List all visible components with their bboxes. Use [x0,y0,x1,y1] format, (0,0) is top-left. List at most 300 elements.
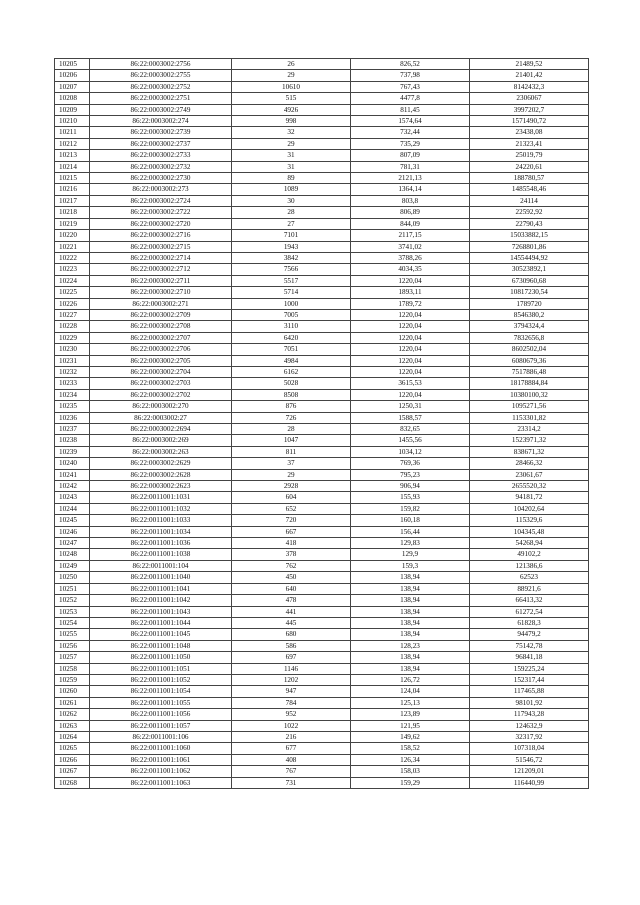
table-row [55,230,589,241]
table-row [55,663,589,674]
row-number-cell: 10223 [55,264,90,275]
rate-cell: 138,94 [351,629,470,640]
value-cell: 838671,32 [470,446,589,457]
area-cell: 3842 [232,252,351,263]
area-cell: 6420 [232,332,351,343]
row-number-cell: 10217 [55,195,90,206]
rate-cell: 1220,04 [351,366,470,377]
cadastral-number-cell: 86:22:0003002:2706 [90,344,232,355]
table-row [55,595,589,606]
rate-cell: 1789,72 [351,298,470,309]
rate-cell: 1220,04 [351,275,470,286]
row-number-cell: 10247 [55,538,90,549]
table-row [55,503,589,514]
cadastral-number-cell: 86:22:0003002:2694 [90,424,232,435]
area-cell: 1047 [232,435,351,446]
table-row [55,138,589,149]
area-cell: 30 [232,195,351,206]
rate-cell: 124,04 [351,686,470,697]
row-number-cell: 10265 [55,743,90,754]
rate-cell: 3741,02 [351,241,470,252]
row-number-cell: 10261 [55,697,90,708]
rate-cell: 159,3 [351,560,470,571]
area-cell: 29 [232,70,351,81]
cadastral-number-cell: 86:22:0003002:2724 [90,195,232,206]
rate-cell: 1220,04 [351,355,470,366]
area-cell: 408 [232,754,351,765]
area-cell: 667 [232,526,351,537]
rate-cell: 159,29 [351,777,470,788]
area-cell: 726 [232,412,351,423]
area-cell: 811 [232,446,351,457]
table-row [55,674,589,685]
value-cell: 121386,6 [470,560,589,571]
area-cell: 1202 [232,674,351,685]
row-number-cell: 10212 [55,138,90,149]
rate-cell: 2121,13 [351,173,470,184]
area-cell: 7566 [232,264,351,275]
cadastral-number-cell: 86:22:0011001:1043 [90,606,232,617]
value-cell: 21323,41 [470,138,589,149]
area-cell: 876 [232,401,351,412]
cadastral-number-cell: 86:22:0003002:2716 [90,230,232,241]
table-row [55,252,589,263]
table-row [55,492,589,503]
rate-cell: 138,94 [351,595,470,606]
row-number-cell: 10237 [55,424,90,435]
area-cell: 29 [232,138,351,149]
rate-cell: 155,93 [351,492,470,503]
cadastral-number-cell: 86:22:0003002:2709 [90,309,232,320]
area-cell: 445 [232,617,351,628]
area-cell: 515 [232,93,351,104]
value-cell: 121209,01 [470,766,589,777]
rate-cell: 1588,57 [351,412,470,423]
row-number-cell: 10257 [55,652,90,663]
cadastral-number-cell: 86:22:0003002:274 [90,116,232,127]
table-row [55,754,589,765]
table-row [55,298,589,309]
area-cell: 37 [232,458,351,469]
rate-cell: 138,94 [351,617,470,628]
rate-cell: 811,45 [351,104,470,115]
area-cell: 441 [232,606,351,617]
table-row [55,617,589,628]
cadastral-number-cell: 86:22:0011001:1057 [90,720,232,731]
area-cell: 731 [232,777,351,788]
table-row [55,709,589,720]
table-row [55,366,589,377]
rate-cell: 1250,31 [351,401,470,412]
rate-cell: 2117,15 [351,230,470,241]
table-row [55,629,589,640]
rate-cell: 1220,04 [351,344,470,355]
table-row [55,458,589,469]
table-row [55,731,589,742]
table-row [55,332,589,343]
rate-cell: 129,9 [351,549,470,560]
table-row [55,127,589,138]
table-row [55,720,589,731]
area-cell: 1022 [232,720,351,731]
value-cell: 22790,43 [470,218,589,229]
value-cell: 1095271,56 [470,401,589,412]
row-number-cell: 10241 [55,469,90,480]
value-cell: 18178884,84 [470,378,589,389]
cadastral-number-cell: 86:22:0011001:1045 [90,629,232,640]
value-cell: 104345,48 [470,526,589,537]
value-cell: 10380100,32 [470,389,589,400]
row-number-cell: 10218 [55,207,90,218]
value-cell: 61828,3 [470,617,589,628]
rate-cell: 769,36 [351,458,470,469]
value-cell: 7268801,86 [470,241,589,252]
area-cell: 7101 [232,230,351,241]
cadastral-number-cell: 86:22:0011001:1044 [90,617,232,628]
row-number-cell: 10260 [55,686,90,697]
rate-cell: 732,44 [351,127,470,138]
table-row [55,104,589,115]
row-number-cell: 10258 [55,663,90,674]
area-cell: 216 [232,731,351,742]
value-cell: 62523 [470,572,589,583]
row-number-cell: 10209 [55,104,90,115]
cadastral-number-cell: 86:22:0003002:271 [90,298,232,309]
rate-cell: 1220,04 [351,309,470,320]
value-cell: 124632,9 [470,720,589,731]
row-number-cell: 10227 [55,309,90,320]
value-cell: 88921,6 [470,583,589,594]
cadastral-number-cell: 86:22:0011001:1048 [90,640,232,651]
table-row [55,652,589,663]
rate-cell: 160,18 [351,515,470,526]
area-cell: 604 [232,492,351,503]
cadastral-number-cell: 86:22:0003002:2629 [90,458,232,469]
cadastral-number-cell: 86:22:0011001:1055 [90,697,232,708]
value-cell: 98101,92 [470,697,589,708]
row-number-cell: 10251 [55,583,90,594]
table-row [55,116,589,127]
row-number-cell: 10225 [55,287,90,298]
row-number-cell: 10238 [55,435,90,446]
cadastral-number-cell: 86:22:0003002:2732 [90,161,232,172]
rate-cell: 156,44 [351,526,470,537]
value-cell: 49102,2 [470,549,589,560]
area-cell: 697 [232,652,351,663]
row-number-cell: 10240 [55,458,90,469]
row-number-cell: 10244 [55,503,90,514]
area-cell: 418 [232,538,351,549]
rate-cell: 826,52 [351,59,470,70]
value-cell: 159225,24 [470,663,589,674]
value-cell: 75142,78 [470,640,589,651]
row-number-cell: 10248 [55,549,90,560]
area-cell: 4984 [232,355,351,366]
area-cell: 762 [232,560,351,571]
row-number-cell: 10228 [55,321,90,332]
value-cell: 24220,61 [470,161,589,172]
row-number-cell: 10253 [55,606,90,617]
cadastral-number-cell: 86:22:0003002:2704 [90,366,232,377]
value-cell: 8602502,04 [470,344,589,355]
row-number-cell: 10235 [55,401,90,412]
table-body [55,59,589,789]
table-row [55,389,589,400]
cadastral-number-cell: 86:22:0003002:2628 [90,469,232,480]
cadastral-number-cell: 86:22:0011001:1041 [90,583,232,594]
table-row [55,412,589,423]
row-number-cell: 10205 [55,59,90,70]
value-cell: 24114 [470,195,589,206]
row-number-cell: 10259 [55,674,90,685]
rate-cell: 1455,56 [351,435,470,446]
rate-cell: 737,98 [351,70,470,81]
rate-cell: 138,94 [351,606,470,617]
row-number-cell: 10268 [55,777,90,788]
value-cell: 21401,42 [470,70,589,81]
cadastral-number-cell: 86:22:0003002:270 [90,401,232,412]
table-row [55,549,589,560]
area-cell: 2928 [232,481,351,492]
table-row [55,275,589,286]
area-cell: 28 [232,424,351,435]
row-number-cell: 10207 [55,81,90,92]
area-cell: 1089 [232,184,351,195]
value-cell: 1523971,32 [470,435,589,446]
table-row [55,766,589,777]
value-cell: 10817230,54 [470,287,589,298]
row-number-cell: 10229 [55,332,90,343]
cadastral-number-cell: 86:22:0003002:27 [90,412,232,423]
rate-cell: 803,8 [351,195,470,206]
table-row [55,81,589,92]
rate-cell: 126,34 [351,754,470,765]
value-cell: 115329,6 [470,515,589,526]
value-cell: 6730960,68 [470,275,589,286]
value-cell: 188780,57 [470,173,589,184]
cadastral-number-cell: 86:22:0003002:2712 [90,264,232,275]
value-cell: 54268,94 [470,538,589,549]
table-row [55,526,589,537]
row-number-cell: 10213 [55,150,90,161]
value-cell: 22592,92 [470,207,589,218]
area-cell: 5517 [232,275,351,286]
rate-cell: 781,31 [351,161,470,172]
area-cell: 28 [232,207,351,218]
cadastral-number-cell: 86:22:0011001:1036 [90,538,232,549]
area-cell: 7051 [232,344,351,355]
area-cell: 10610 [232,81,351,92]
row-number-cell: 10263 [55,720,90,731]
value-cell: 7517886,48 [470,366,589,377]
rate-cell: 807,09 [351,150,470,161]
rate-cell: 158,03 [351,766,470,777]
value-cell: 1153301,82 [470,412,589,423]
row-number-cell: 10255 [55,629,90,640]
area-cell: 5028 [232,378,351,389]
area-cell: 1000 [232,298,351,309]
table-row [55,173,589,184]
area-cell: 478 [232,595,351,606]
cadastral-number-cell: 86:22:0011001:1042 [90,595,232,606]
area-cell: 89 [232,173,351,184]
table-row [55,435,589,446]
rate-cell: 121,95 [351,720,470,731]
area-cell: 26 [232,59,351,70]
row-number-cell: 10236 [55,412,90,423]
rate-cell: 1574,64 [351,116,470,127]
value-cell: 104202,64 [470,503,589,514]
area-cell: 947 [232,686,351,697]
rate-cell: 123,89 [351,709,470,720]
table-row [55,195,589,206]
area-cell: 1146 [232,663,351,674]
area-cell: 952 [232,709,351,720]
table-row [55,70,589,81]
area-cell: 8508 [232,389,351,400]
value-cell: 25019,79 [470,150,589,161]
row-number-cell: 10230 [55,344,90,355]
cadastral-number-cell: 86:22:0011001:1052 [90,674,232,685]
rate-cell: 3788,26 [351,252,470,263]
value-cell: 107318,04 [470,743,589,754]
area-cell: 640 [232,583,351,594]
rate-cell: 767,43 [351,81,470,92]
area-cell: 586 [232,640,351,651]
rate-cell: 158,52 [351,743,470,754]
rate-cell: 138,94 [351,663,470,674]
cadastral-number-cell: 86:22:0003002:2749 [90,104,232,115]
rate-cell: 129,83 [351,538,470,549]
row-number-cell: 10242 [55,481,90,492]
row-number-cell: 10221 [55,241,90,252]
value-cell: 15033882,15 [470,230,589,241]
area-cell: 767 [232,766,351,777]
row-number-cell: 10254 [55,617,90,628]
cadastral-number-cell: 86:22:0011001:106 [90,731,232,742]
table-row [55,321,589,332]
cadastral-number-cell: 86:22:0003002:2737 [90,138,232,149]
rate-cell: 126,72 [351,674,470,685]
table-row [55,93,589,104]
cadastral-number-cell: 86:22:0003002:2739 [90,127,232,138]
value-cell: 7832656,8 [470,332,589,343]
area-cell: 31 [232,161,351,172]
rate-cell: 4034,35 [351,264,470,275]
row-number-cell: 10245 [55,515,90,526]
value-cell: 23314,2 [470,424,589,435]
cadastral-number-cell: 86:22:0003002:263 [90,446,232,457]
row-number-cell: 10239 [55,446,90,457]
cadastral-number-cell: 86:22:0003002:2751 [90,93,232,104]
cadastral-number-cell: 86:22:0011001:1062 [90,766,232,777]
area-cell: 31 [232,150,351,161]
rate-cell: 138,94 [351,572,470,583]
cadastral-number-cell: 86:22:0003002:2711 [90,275,232,286]
rate-cell: 3615,53 [351,378,470,389]
value-cell: 94479,2 [470,629,589,640]
table-row [55,560,589,571]
cadastral-number-cell: 86:22:0011001:1054 [90,686,232,697]
cadastral-number-cell: 86:22:0011001:1061 [90,754,232,765]
row-number-cell: 10226 [55,298,90,309]
value-cell: 3997202,7 [470,104,589,115]
rate-cell: 844,09 [351,218,470,229]
area-cell: 3110 [232,321,351,332]
cadastral-number-cell: 86:22:0011001:1038 [90,549,232,560]
area-cell: 27 [232,218,351,229]
cadastral-number-cell: 86:22:0011001:1060 [90,743,232,754]
table-row [55,378,589,389]
table-row [55,218,589,229]
area-cell: 998 [232,116,351,127]
area-cell: 1943 [232,241,351,252]
cadastral-number-cell: 86:22:0003002:2707 [90,332,232,343]
table-row [55,401,589,412]
cadastral-number-cell: 86:22:0011001:1051 [90,663,232,674]
table-row [55,572,589,583]
table-row [55,446,589,457]
value-cell: 51546,72 [470,754,589,765]
rate-cell: 1364,14 [351,184,470,195]
value-cell: 8546380,2 [470,309,589,320]
area-cell: 32 [232,127,351,138]
cadastral-number-cell: 86:22:0011001:1031 [90,492,232,503]
value-cell: 66413,32 [470,595,589,606]
rate-cell: 149,62 [351,731,470,742]
area-cell: 677 [232,743,351,754]
table-row [55,697,589,708]
value-cell: 2306067 [470,93,589,104]
cadastral-number-cell: 86:22:0003002:2715 [90,241,232,252]
value-cell: 3794324,4 [470,321,589,332]
table-row [55,743,589,754]
cadastral-number-cell: 86:22:0003002:2703 [90,378,232,389]
table-row [55,583,589,594]
cadastral-number-cell: 86:22:0011001:1033 [90,515,232,526]
value-cell: 61272,54 [470,606,589,617]
row-number-cell: 10243 [55,492,90,503]
table-row [55,287,589,298]
value-cell: 32317,92 [470,731,589,742]
cadastral-number-cell: 86:22:0003002:2714 [90,252,232,263]
row-number-cell: 10206 [55,70,90,81]
value-cell: 30523892,1 [470,264,589,275]
table-row [55,161,589,172]
area-cell: 720 [232,515,351,526]
rate-cell: 806,89 [351,207,470,218]
rate-cell: 1220,04 [351,332,470,343]
rate-cell: 1034,12 [351,446,470,457]
area-cell: 378 [232,549,351,560]
value-cell: 21489,52 [470,59,589,70]
area-cell: 6162 [232,366,351,377]
cadastral-number-cell: 86:22:0011001:1034 [90,526,232,537]
table-row [55,184,589,195]
cadastral-number-cell: 86:22:0003002:2733 [90,150,232,161]
rate-cell: 735,29 [351,138,470,149]
value-cell: 1789720 [470,298,589,309]
cadastral-number-cell: 86:22:0003002:2708 [90,321,232,332]
rate-cell: 138,94 [351,583,470,594]
cadastral-number-cell: 86:22:0003002:2705 [90,355,232,366]
cadastral-number-cell: 86:22:0011001:1032 [90,503,232,514]
value-cell: 23438,08 [470,127,589,138]
area-cell: 784 [232,697,351,708]
cadastral-number-cell: 86:22:0003002:2756 [90,59,232,70]
row-number-cell: 10264 [55,731,90,742]
table-row [55,538,589,549]
